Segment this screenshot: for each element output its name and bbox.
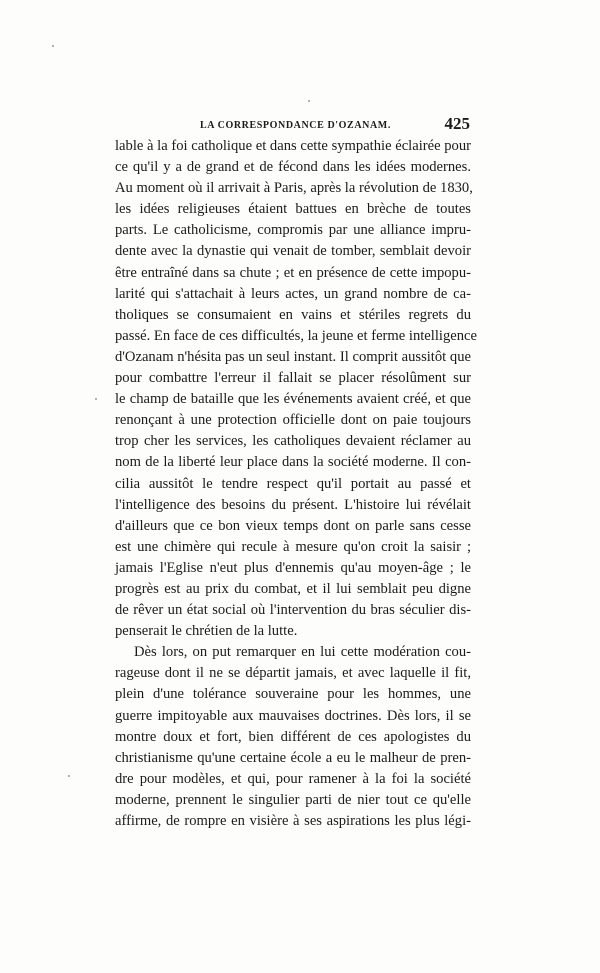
text-line: l'intelligence des besoins du présent. L'histoire lui révélait: [115, 496, 471, 513]
text-line: renonçant à une protection officielle dont on paie toujours: [115, 412, 471, 429]
text-line: nom de la liberté leur place dans la société moderne. Il con-: [115, 454, 471, 471]
text-line: d'Ozanam n'hésita pas un seul instant. Il comprit aussitôt que: [115, 348, 471, 365]
running-head: [130, 114, 470, 137]
paragraph: [115, 136, 477, 642]
scan-speck: [308, 100, 310, 102]
text-line: moderne, prennent le singulier parti de nier tout ce qu'elle: [115, 791, 471, 808]
text-line: guerre impitoyable aux mauvaises doctrines. Dès lors, il se: [115, 707, 471, 724]
text-line: est une chimère qui recule à mesure qu'on croit la saisir ;: [115, 538, 471, 555]
text-line: dente avec la dynastie qui venait de tomber, semblait devoir: [115, 243, 471, 260]
page-number: 425: [444, 114, 470, 133]
scan-speck: [52, 45, 54, 47]
text-line: montre doux et fort, bien différent de ces apologistes du: [115, 728, 471, 745]
text-line: rageuse dont il ne se départit jamais, et avec laquelle il fit,: [115, 665, 471, 682]
text-line: tholiques se consumaient en vains et stériles regrets du: [115, 306, 471, 323]
text-line: Dès lors, on put remarquer en lui cette modération cou-: [134, 644, 471, 661]
text-line: de rêver un état social où l'intervention du bras séculier dis-: [115, 602, 471, 619]
paragraph: [115, 642, 471, 832]
body-text: [115, 136, 477, 832]
text-line: passé. En face de ces difficultés, la jeune et ferme intelligence: [115, 327, 477, 344]
scan-speck: [68, 775, 70, 777]
scan-speck: [95, 398, 97, 400]
running-title: LA CORRESPONDANCE D'OZANAM.: [200, 120, 391, 131]
text-line: affirme, de rompre en visière à ses aspirations les plus légi-: [115, 813, 471, 829]
text-line: ce qu'il y a de grand et de fécond dans les idées modernes.: [115, 159, 471, 176]
text-line: larité qui s'attachait à leurs actes, un grand nombre de ca-: [115, 285, 471, 302]
text-line: être entraîné dans sa chute ; et en présence de cette impopu-: [115, 264, 471, 281]
text-line: trop cher les services, les catholiques devaient réclamer au: [115, 433, 471, 450]
text-line: pour combattre l'erreur il fallait se placer résolûment sur: [115, 370, 471, 387]
text-line: lable à la foi catholique et dans cette sympathie éclairée pour: [115, 138, 471, 154]
text-line: le champ de bataille que les événements avaient créé, et que: [115, 391, 471, 408]
text-line: cilia aussitôt le tendre respect qu'il portait au passé et: [115, 475, 471, 492]
text-line: jamais l'Eglise n'eut plus d'ennemis qu'au moyen-âge ; le: [115, 559, 471, 576]
text-line: Au moment où il arrivait à Paris, après la révolution de 1830,: [115, 180, 473, 197]
text-line: christianisme qu'une certaine école a eu le malheur de pren-: [115, 749, 471, 766]
text-line: d'ailleurs que ce bon vieux temps dont on parle sans cesse: [115, 517, 471, 534]
text-line: les idées religieuses étaient battues en brèche de toutes: [115, 201, 471, 218]
text-line: dre pour modèles, et qui, pour ramener à la foi la société: [115, 770, 471, 787]
text-line: penserait le chrétien de la lutte.: [115, 623, 298, 640]
text-line: plein d'une tolérance souveraine pour les hommes, une: [115, 686, 471, 703]
text-line: progrès est au prix du combat, et il lui semblait peu digne: [115, 580, 471, 597]
text-line: parts. Le catholicisme, compromis par une alliance impru-: [115, 222, 471, 239]
paragraphs: [115, 136, 477, 832]
